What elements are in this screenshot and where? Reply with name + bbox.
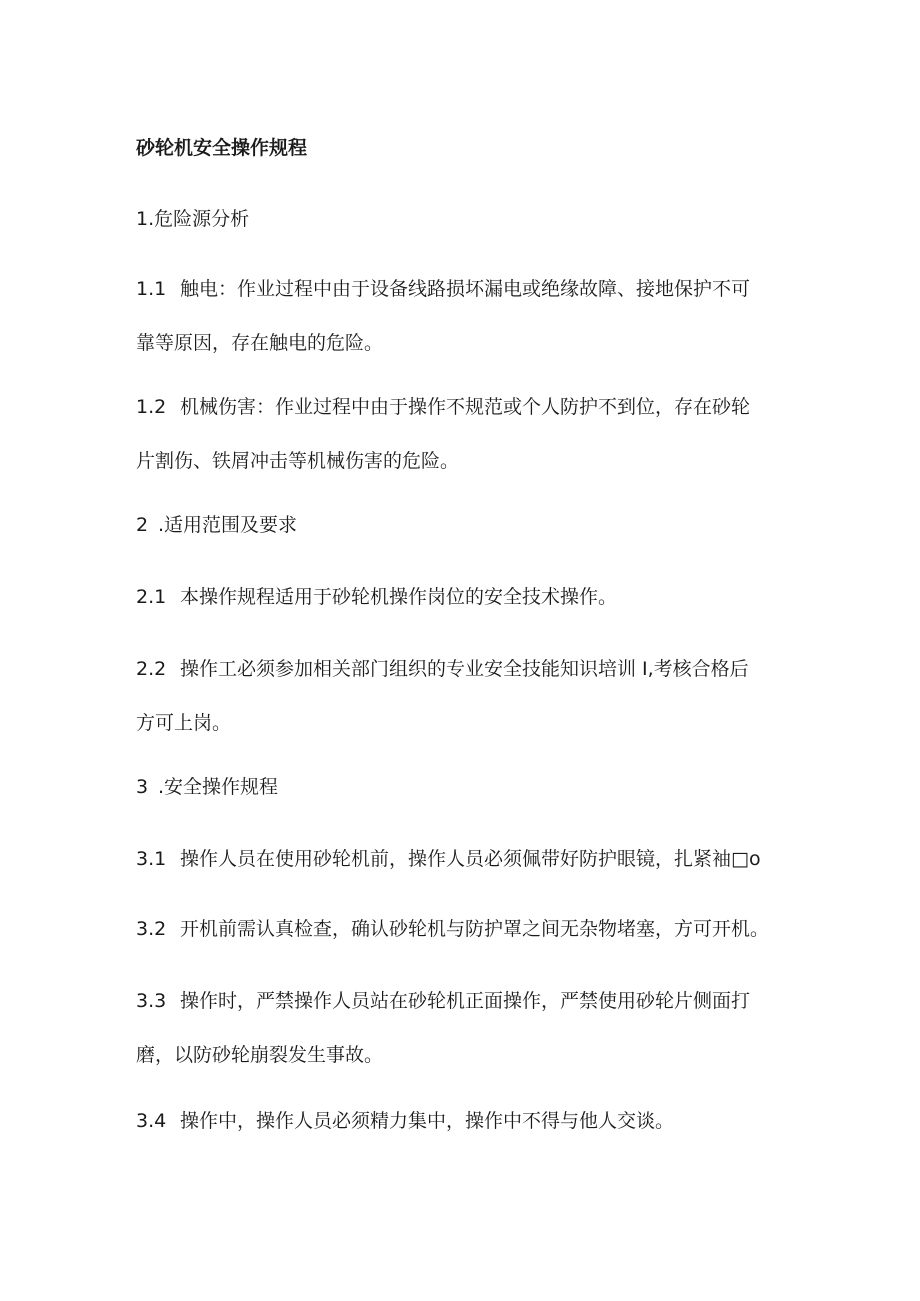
paragraph-line — [136, 696, 796, 750]
paragraph-text: 方可上岗。 — [136, 712, 232, 734]
paragraph-number: 3.3 — [136, 990, 167, 1012]
paragraph-line — [136, 642, 796, 696]
paragraph-text: 触电：作业过程中由于设备线路损坏漏电或绝缘故障、接地保护不可 — [180, 278, 751, 300]
paragraph-line — [136, 316, 796, 370]
paragraph-3-3 — [136, 974, 796, 1082]
paragraph-text: 危险源分析 — [154, 208, 250, 230]
paragraph-text: 磨，以防砂轮崩裂发生事故。 — [136, 1044, 384, 1066]
paragraph-line — [136, 1028, 796, 1082]
paragraph-3-4 — [136, 1094, 796, 1148]
paragraph-text: 本操作规程适用于砂轮机操作岗位的安全技术操作。 — [180, 586, 618, 608]
paragraph-number: 3.2 — [136, 918, 167, 940]
paragraph-number: 3 — [136, 776, 149, 798]
paragraph-number: 2.1 — [136, 586, 167, 608]
paragraph-text: 操作人员在使用砂轮机前，操作人员必须佩带好防护眼镜，扎紧袖□o — [180, 848, 761, 870]
paragraph-text: 操作工必须参加相关部门组织的专业安全技能知识培训 I,考核合格后 — [180, 658, 749, 680]
paragraph-number: 2.2 — [136, 658, 167, 680]
paragraph-line — [136, 902, 796, 956]
paragraph-number: 1. — [136, 208, 155, 230]
paragraph-number: 3.1 — [136, 848, 167, 870]
paragraph-text: 开机前需认真检查，确认砂轮机与防护罩之间无杂物堵塞，方可开机。 — [180, 918, 770, 940]
paragraph-2 — [136, 498, 796, 552]
paragraph-line — [136, 1094, 796, 1148]
paragraph-text: 片割伤、铁屑冲击等机械伤害的危险。 — [136, 450, 460, 472]
paragraph-3-1 — [136, 832, 796, 886]
paragraph-2-1 — [136, 570, 796, 624]
paragraph-1-2 — [136, 380, 796, 488]
paragraph-number: 3.4 — [136, 1110, 167, 1132]
paragraph-number: 2 — [136, 514, 149, 536]
paragraph-1-1 — [136, 262, 796, 370]
paragraph-line — [136, 570, 796, 624]
paragraph-line — [136, 434, 796, 488]
paragraph-text: 操作中，操作人员必须精力集中，操作中不得与他人交谈。 — [180, 1110, 675, 1132]
paragraph-line — [136, 832, 796, 886]
paragraph-1 — [136, 192, 796, 246]
paragraph-line — [136, 380, 796, 434]
paragraph-3-2 — [136, 902, 796, 956]
document-title: 砂轮机安全操作规程 — [136, 137, 308, 159]
paragraph-line — [136, 262, 796, 316]
paragraph-number: 1.1 — [136, 278, 167, 300]
paragraph-line — [136, 760, 796, 814]
paragraph-line — [136, 192, 796, 246]
paragraph-3 — [136, 760, 796, 814]
paragraph-line — [136, 974, 796, 1028]
paragraph-text: 操作时，严禁操作人员站在砂轮机正面操作，严禁使用砂轮片侧面打 — [180, 990, 751, 1012]
paragraph-line — [136, 498, 796, 552]
paragraph-text: .适用范围及要求 — [158, 514, 298, 536]
paragraph-text: 机械伤害：作业过程中由于操作不规范或个人防护不到位，存在砂轮 — [180, 396, 751, 418]
paragraph-text: 靠等原因，存在触电的危险。 — [136, 332, 384, 354]
paragraph-2-2 — [136, 642, 796, 750]
paragraph-number: 1.2 — [136, 396, 167, 418]
paragraph-text: .安全操作规程 — [158, 776, 279, 798]
